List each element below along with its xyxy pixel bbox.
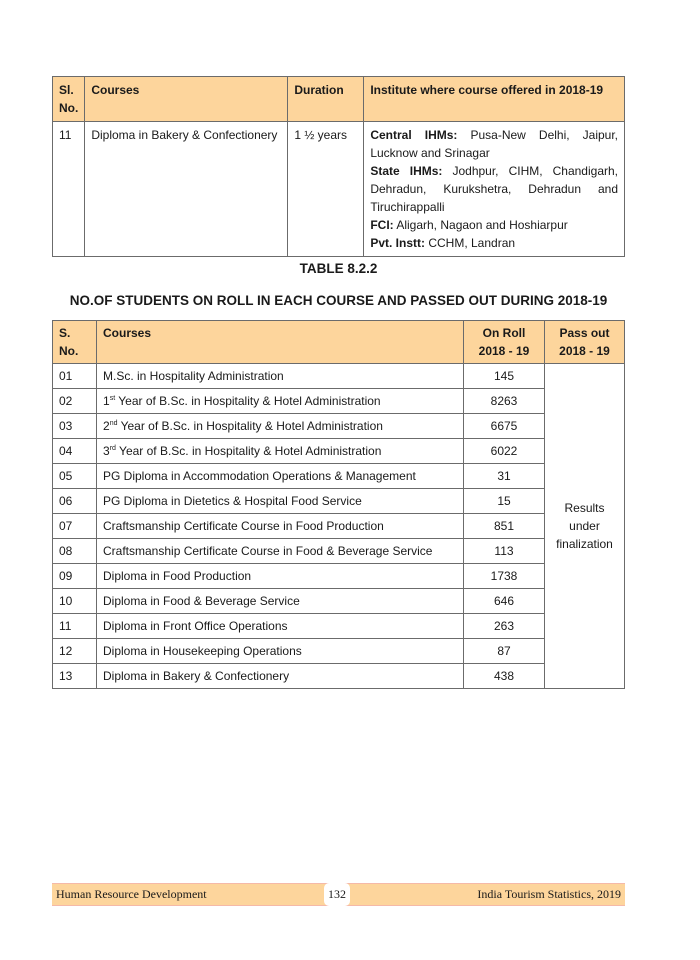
page-number: 132 <box>324 883 350 906</box>
table-row <box>53 639 625 664</box>
cell-institutes <box>364 122 625 257</box>
header-pass-out-label: Pass out <box>559 326 610 340</box>
cell-course <box>97 514 464 539</box>
cell-sno: 01 <box>53 364 97 389</box>
table-row <box>53 489 625 514</box>
course-name: Diploma in Food Production <box>103 569 252 583</box>
cell-course <box>97 364 464 389</box>
cell-sno: 03 <box>53 414 97 439</box>
cell-course <box>97 389 464 414</box>
footer-publication-title: India Tourism Statistics, 2019 <box>477 887 621 901</box>
ordinal-suffix: nd <box>109 420 118 427</box>
cell-course <box>97 464 464 489</box>
cell-course <box>97 414 464 439</box>
course-name: Year of B.Sc. in Hospitality & Hotel Administration <box>117 419 383 433</box>
table-row <box>53 414 625 439</box>
course-name: Diploma in Front Office Operations <box>103 619 288 633</box>
cell-sno: 06 <box>53 489 97 514</box>
course-name: PG Diploma in Accommodation Operations & Management <box>103 469 416 483</box>
table-row <box>53 514 625 539</box>
cell-on-roll: 851 <box>464 514 545 539</box>
cell-on-roll: 15 <box>464 489 545 514</box>
cell-course: Diploma in Bakery & Confectionery <box>85 122 288 257</box>
header-sl-no: Sl. No. <box>53 77 85 122</box>
header-courses: Courses <box>97 321 464 364</box>
table-row <box>53 589 625 614</box>
ordinal-number: 2 <box>103 419 110 433</box>
course-name: M.Sc. in Hospitality Administration <box>103 369 284 383</box>
table-row <box>53 539 625 564</box>
institute-label: Central IHMs: <box>370 128 458 142</box>
table-row <box>53 364 625 389</box>
pass-out-note-line: under <box>569 519 600 533</box>
cell-sno: 04 <box>53 439 97 464</box>
header-pass-out <box>545 321 625 364</box>
pass-out-note-line: finalization <box>556 537 613 551</box>
cell-course <box>97 589 464 614</box>
cell-on-roll: 438 <box>464 664 545 689</box>
cell-sno: 12 <box>53 639 97 664</box>
courses-institutes-table <box>52 76 625 257</box>
course-name: Year of B.Sc. in Hospitality & Hotel Administration <box>115 444 382 458</box>
cell-course <box>97 639 464 664</box>
header-institute: Institute where course offered in 2018-19 <box>364 77 625 122</box>
cell-course <box>97 664 464 689</box>
header-sno: S. No. <box>53 321 97 364</box>
course-name: PG Diploma in Dietetics & Hospital Food Service <box>103 494 362 508</box>
cell-sno: 10 <box>53 589 97 614</box>
cell-course <box>97 614 464 639</box>
institute-state-ihms <box>370 162 618 216</box>
table-number: TABLE 8.2.2 <box>299 261 378 276</box>
ordinal-suffix: st <box>109 395 116 402</box>
table-row <box>53 564 625 589</box>
cell-course <box>97 439 464 464</box>
cell-pass-out-status <box>545 364 625 689</box>
header-on-roll-label: On Roll <box>482 326 526 340</box>
cell-on-roll: 1738 <box>464 564 545 589</box>
table-row <box>53 439 625 464</box>
cell-sno: 11 <box>53 614 97 639</box>
institute-label: State IHMs: <box>370 164 443 178</box>
students-on-roll-table <box>52 320 625 689</box>
header-duration: Duration <box>288 77 364 122</box>
course-name: Craftsmanship Certificate Course in Food & Beverage Service <box>103 544 433 558</box>
course-name: Diploma in Bakery & Confectionery <box>103 669 290 683</box>
cell-course <box>97 539 464 564</box>
header-on-roll <box>464 321 545 364</box>
cell-on-roll: 113 <box>464 539 545 564</box>
cell-course <box>97 489 464 514</box>
institute-text: Jodhpur, CIHM, Chandigarh, Dehradun, Kurukshetra, Dehradun and Tiruchirappalli <box>370 164 618 214</box>
table2-header-row <box>53 321 625 364</box>
course-name: Diploma in Food & Beverage Service <box>103 594 300 608</box>
cell-on-roll: 646 <box>464 589 545 614</box>
cell-on-roll: 145 <box>464 364 545 389</box>
course-name: Year of B.Sc. in Hospitality & Hotel Administration <box>115 394 381 408</box>
header-pass-out-year: 2018 - 19 <box>559 344 610 358</box>
institute-text: Aligarh, Nagaon and Hoshiarpur <box>393 218 568 232</box>
institute-label: FCI: <box>370 218 394 232</box>
header-on-roll-year: 2018 - 19 <box>478 344 530 358</box>
table-row <box>53 614 625 639</box>
cell-sno: 13 <box>53 664 97 689</box>
cell-sno: 09 <box>53 564 97 589</box>
cell-sl-no: 11 <box>53 122 85 257</box>
course-name: Diploma in Housekeeping Operations <box>103 644 302 658</box>
ordinal-number: 3 <box>103 444 110 458</box>
institute-text: CCHM, Landran <box>425 236 516 250</box>
institute-central-ihms <box>370 126 618 162</box>
course-name: Craftsmanship Certificate Course in Food Production <box>103 519 384 533</box>
footer-section-title: Human Resource Development <box>56 887 207 901</box>
cell-sno: 08 <box>53 539 97 564</box>
institute-label: Pvt. Instt: <box>370 236 425 250</box>
institute-fci <box>370 216 618 234</box>
cell-on-roll: 6675 <box>464 414 545 439</box>
ordinal-number: 1 <box>103 394 110 408</box>
table-row <box>53 389 625 414</box>
cell-on-roll: 6022 <box>464 439 545 464</box>
table-row <box>53 464 625 489</box>
page-footer <box>52 883 625 906</box>
table1-header-row <box>53 77 625 122</box>
cell-on-roll: 87 <box>464 639 545 664</box>
cell-on-roll: 263 <box>464 614 545 639</box>
table-row <box>53 664 625 689</box>
institute-text: Pusa-New Delhi, Jaipur, Lucknow and Srinagar <box>370 128 618 160</box>
header-courses: Courses <box>85 77 288 122</box>
cell-duration: 1 ½ years <box>288 122 364 257</box>
cell-on-roll: 8263 <box>464 389 545 414</box>
cell-sno: 02 <box>53 389 97 414</box>
institute-pvt <box>370 234 618 252</box>
ordinal-suffix: rd <box>109 445 116 452</box>
cell-sno: 05 <box>53 464 97 489</box>
cell-on-roll: 31 <box>464 464 545 489</box>
cell-course <box>97 564 464 589</box>
pass-out-note-line: Results <box>564 501 605 515</box>
table-row <box>53 122 625 257</box>
table-title: NO.OF STUDENTS ON ROLL IN EACH COURSE AND PASSED OUT DURING 2018-19 <box>69 293 608 308</box>
table-caption <box>52 260 625 310</box>
cell-sno: 07 <box>53 514 97 539</box>
